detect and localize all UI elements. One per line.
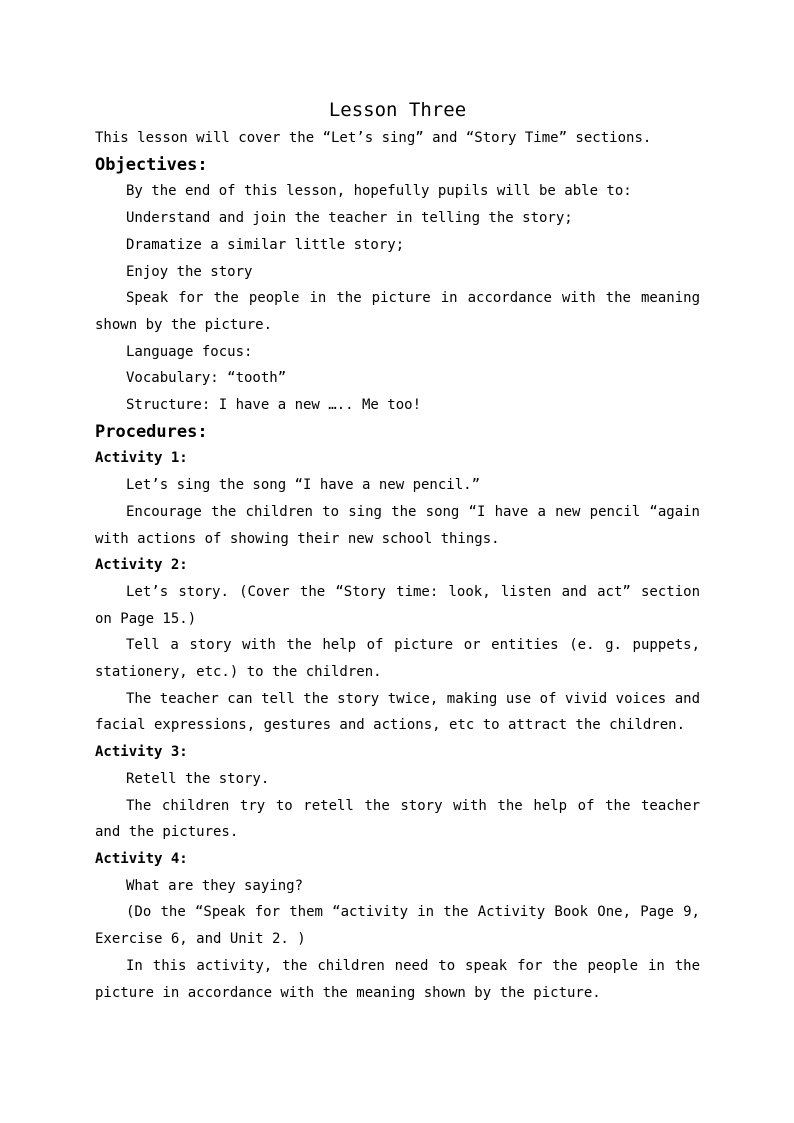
activity-1-heading: Activity 1: xyxy=(95,450,188,467)
activity-3-heading: Activity 3: xyxy=(95,744,188,761)
objective-line: By the end of this lesson, hopefully pupils will be able to: xyxy=(126,183,632,200)
objective-line: Understand and join the teacher in telling the story; xyxy=(126,210,573,227)
structure-line: Structure: I have a new ….. Me too! xyxy=(126,397,422,414)
activity-4-paragraph: In this activity, the children need to speak for the people in the picture in accordance with the meaning shown by the picture. xyxy=(95,957,700,1001)
procedures-heading: Procedures: xyxy=(95,421,208,442)
activity-3-line: Retell the story. xyxy=(126,770,270,787)
activity-2-paragraph: The teacher can tell the story twice, making use of vivid voices and facial expressions, gestures and actions, etc to attract the children. xyxy=(95,690,700,734)
activity-1-line: Let’s sing the song “I have a new pencil.” xyxy=(126,477,481,494)
vocabulary-line: Vocabulary: “tooth” xyxy=(126,370,287,387)
activity-4-paragraph: (Do the “Speak for them “activity in the Activity Book One, Page 9, Exercise 6, and Unit 2. ) xyxy=(95,904,700,948)
intro-text: This lesson will cover the “Let’s sing” and “Story Time” sections. xyxy=(95,130,652,146)
language-focus-label: Language focus: xyxy=(126,343,253,360)
objective-paragraph: Speak for the people in the picture in accordance with the meaning shown by the picture. xyxy=(95,290,700,333)
activity-2-heading: Activity 2: xyxy=(95,557,188,574)
activity-4-line: What are they saying? xyxy=(126,877,304,894)
objectives-heading: Objectives: xyxy=(95,154,208,175)
activity-2-paragraph: Tell a story with the help of picture or entities (e. g. puppets, stationery, etc.) to the children. xyxy=(95,637,700,681)
page-title: Lesson Three xyxy=(328,99,467,121)
objective-line: Enjoy the story xyxy=(126,263,253,280)
objective-line: Dramatize a similar little story; xyxy=(126,236,405,253)
activity-4-heading: Activity 4: xyxy=(95,850,188,867)
activity-1-paragraph: Encourage the children to sing the song “I have a new pencil “again with actions of showing their new school things. xyxy=(95,503,700,547)
activity-2-paragraph: Let’s story. (Cover the “Story time: look, listen and act” section on Page 15.) xyxy=(95,583,700,627)
document-page xyxy=(95,96,700,1006)
activity-3-paragraph: The children try to retell the story with the help of the teacher and the pictures. xyxy=(95,797,700,841)
